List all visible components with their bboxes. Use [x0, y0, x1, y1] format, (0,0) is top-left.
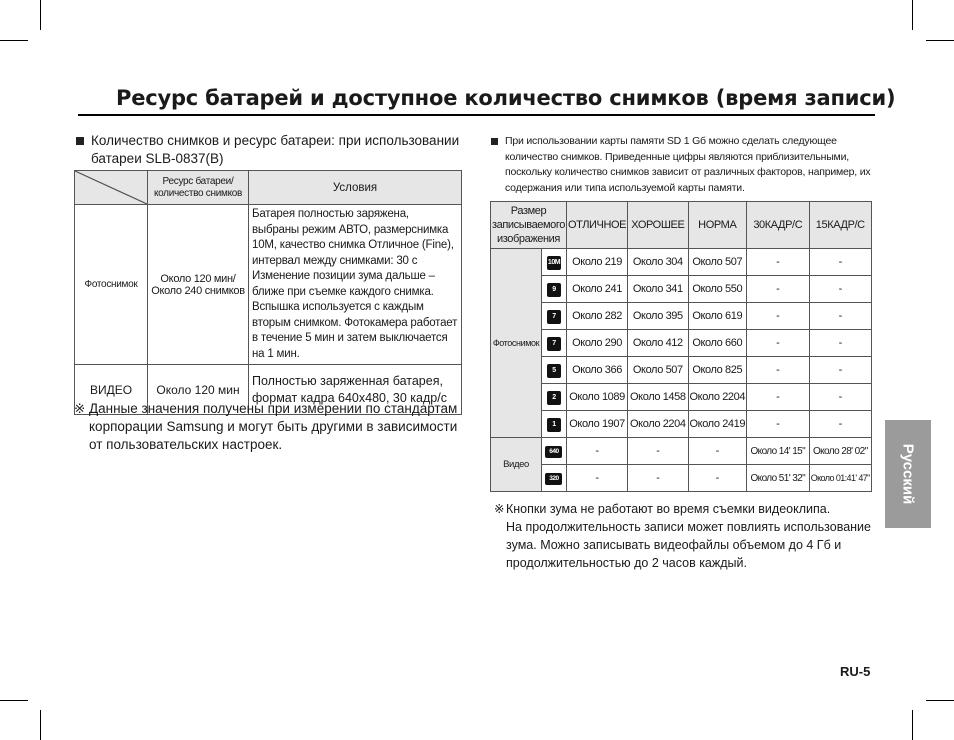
- table-cell: Около 01:41' 47": [809, 465, 871, 492]
- table-cell: -: [809, 303, 871, 330]
- crop-mark: [40, 710, 41, 740]
- square-bullet-icon: [491, 138, 498, 145]
- table-cell: -: [747, 249, 809, 276]
- header-good: ХОРОШЕЕ: [628, 202, 688, 249]
- crop-mark: [912, 710, 913, 740]
- video-320-icon: 320: [545, 473, 562, 485]
- crop-mark: [926, 40, 954, 41]
- table-cell: -: [809, 276, 871, 303]
- table-cell: Около 241: [566, 276, 627, 303]
- table-cell: Около 366: [566, 357, 627, 384]
- table-cell: Около 825: [688, 357, 747, 384]
- table-cell: Около 2419: [688, 411, 747, 438]
- group-label-photo: Фотоснимок: [491, 249, 542, 438]
- table-cell: -: [809, 384, 871, 411]
- table-cell: -: [747, 330, 809, 357]
- size-5m-icon: 5: [547, 364, 561, 378]
- table-cell: -: [747, 384, 809, 411]
- table-cell: Около 507: [688, 249, 747, 276]
- table-cell: Около 51' 32": [747, 465, 809, 492]
- table-cell: -: [566, 465, 627, 492]
- table-cell: Около 507: [628, 357, 688, 384]
- table-cell: Около 1458: [628, 384, 688, 411]
- table-cell: Около 304: [628, 249, 688, 276]
- title-underline: [78, 114, 875, 116]
- left-note: [74, 400, 466, 454]
- table-cell: -: [688, 465, 747, 492]
- crop-mark: [0, 40, 28, 41]
- language-tab-label: Русский: [899, 443, 917, 505]
- left-heading-text: Количество снимков и ресурс батареи: при использовании батареи SLB-0837(B): [91, 133, 460, 166]
- crop-mark: [912, 0, 913, 30]
- table-cell: -: [809, 411, 871, 438]
- square-bullet-icon: [76, 137, 84, 145]
- table-cell: -: [628, 438, 688, 465]
- header-fine: ОТЛИЧНОЕ: [566, 202, 627, 249]
- header-30fps: 30КАДР/С: [747, 202, 809, 249]
- row-label-video: ВИДЕО: [75, 365, 148, 415]
- table-cell: -: [747, 303, 809, 330]
- table-cell: Около 660: [688, 330, 747, 357]
- page-number: RU-5: [840, 664, 871, 679]
- crop-mark: [926, 700, 954, 701]
- size-10m-icon: 10M: [547, 256, 561, 270]
- table-cell: Около 1089: [566, 384, 627, 411]
- row-conditions-photo: Батарея полностью заряжена, выбраны режим АВТО, размерснимка 10M, качество снимка Отличное (Fine), интервал между снимками: 30 с Изменение позиции зума дальше – ближе при съемке каждого снимка. Вспышка используется с каждым вторым снимком. Фотокамера работает в течение 5 мин и затем выключается на 1 мин.: [249, 205, 462, 365]
- table-cell: Около 28' 02": [809, 438, 871, 465]
- size-7m-icon: 7: [547, 310, 561, 324]
- header-size: Размер записываемого изображения: [491, 202, 567, 249]
- crop-mark: [0, 700, 28, 701]
- row-label-photo: Фотоснимок: [75, 205, 148, 365]
- table-cell: Около 395: [628, 303, 688, 330]
- crop-mark: [40, 0, 41, 30]
- left-note-text: Данные значения получены при измерении по стандартам корпорации Samsung и могут быть другими в зависимости от пользовательских настроек.: [89, 401, 458, 452]
- table-cell: Около 1907: [566, 411, 627, 438]
- table-cell: -: [628, 465, 688, 492]
- table-cell: Около 619: [688, 303, 747, 330]
- table-cell: -: [747, 357, 809, 384]
- table-cell: -: [747, 276, 809, 303]
- table-cell: Около 282: [566, 303, 627, 330]
- table-cell: -: [809, 330, 871, 357]
- table-cell: Около 2204: [688, 384, 747, 411]
- table-cell: Около 2204: [628, 411, 688, 438]
- size-1m-icon: 1: [547, 418, 561, 432]
- table-cell: -: [747, 411, 809, 438]
- diagonal-header-cell: [75, 171, 148, 205]
- table-cell: Около 412: [628, 330, 688, 357]
- row-conditions-video: Полностью заряженная батарея, формат кадра 640x480, 30 кадр/с: [249, 365, 462, 415]
- capacity-table: [490, 201, 872, 492]
- table-cell: -: [688, 438, 747, 465]
- table-cell: Около 550: [688, 276, 747, 303]
- page-title: Ресурс батарей и доступное количество снимков (время записи): [116, 86, 896, 110]
- row-resource-video: Около 120 мин: [148, 365, 249, 415]
- right-heading-text: При использовании карты памяти SD 1 Gб можно сделать следующее количество снимков. Приведенные цифры являются приблизительными, поскольку количество снимков зависит от различных факторов, например, их содержания или типа используемой карты памяти.: [505, 135, 871, 194]
- header-resource: Ресурс батареи/ количество снимков: [148, 171, 249, 205]
- language-tab: [885, 420, 931, 528]
- note-mark: ※: [74, 401, 86, 416]
- video-640-icon: 640: [545, 446, 562, 458]
- header-normal: НОРМА: [688, 202, 747, 249]
- right-note: [494, 500, 879, 572]
- note-mark: ※: [494, 502, 505, 516]
- size-7m-wide-icon: 7: [547, 337, 561, 351]
- table-cell: -: [566, 438, 627, 465]
- group-label-video: Видео: [491, 438, 542, 492]
- right-heading: [490, 134, 880, 196]
- table-cell: Около 219: [566, 249, 627, 276]
- table-cell: -: [809, 357, 871, 384]
- header-conditions: Условия: [249, 171, 462, 205]
- battery-table: [74, 170, 462, 415]
- table-cell: Около 341: [628, 276, 688, 303]
- size-9m-icon: 9: [547, 283, 561, 297]
- left-heading: [74, 132, 464, 168]
- right-note-rest: На продолжительность записи может повлиять использование зума. Можно записывать видеофайлы объемом до 4 Гб и продолжительностью до 2 часов каждый.: [506, 520, 871, 570]
- header-15fps: 15КАДР/С: [809, 202, 871, 249]
- table-cell: Около 290: [566, 330, 627, 357]
- table-cell: -: [809, 249, 871, 276]
- right-note-line1: Кнопки зума не работают во время съемки видеоклипа.: [506, 502, 831, 516]
- table-cell: Около 14' 15": [747, 438, 809, 465]
- size-2m-icon: 2: [547, 391, 561, 405]
- row-resource-photo: Около 120 мин/ Около 240 снимков: [148, 205, 249, 365]
